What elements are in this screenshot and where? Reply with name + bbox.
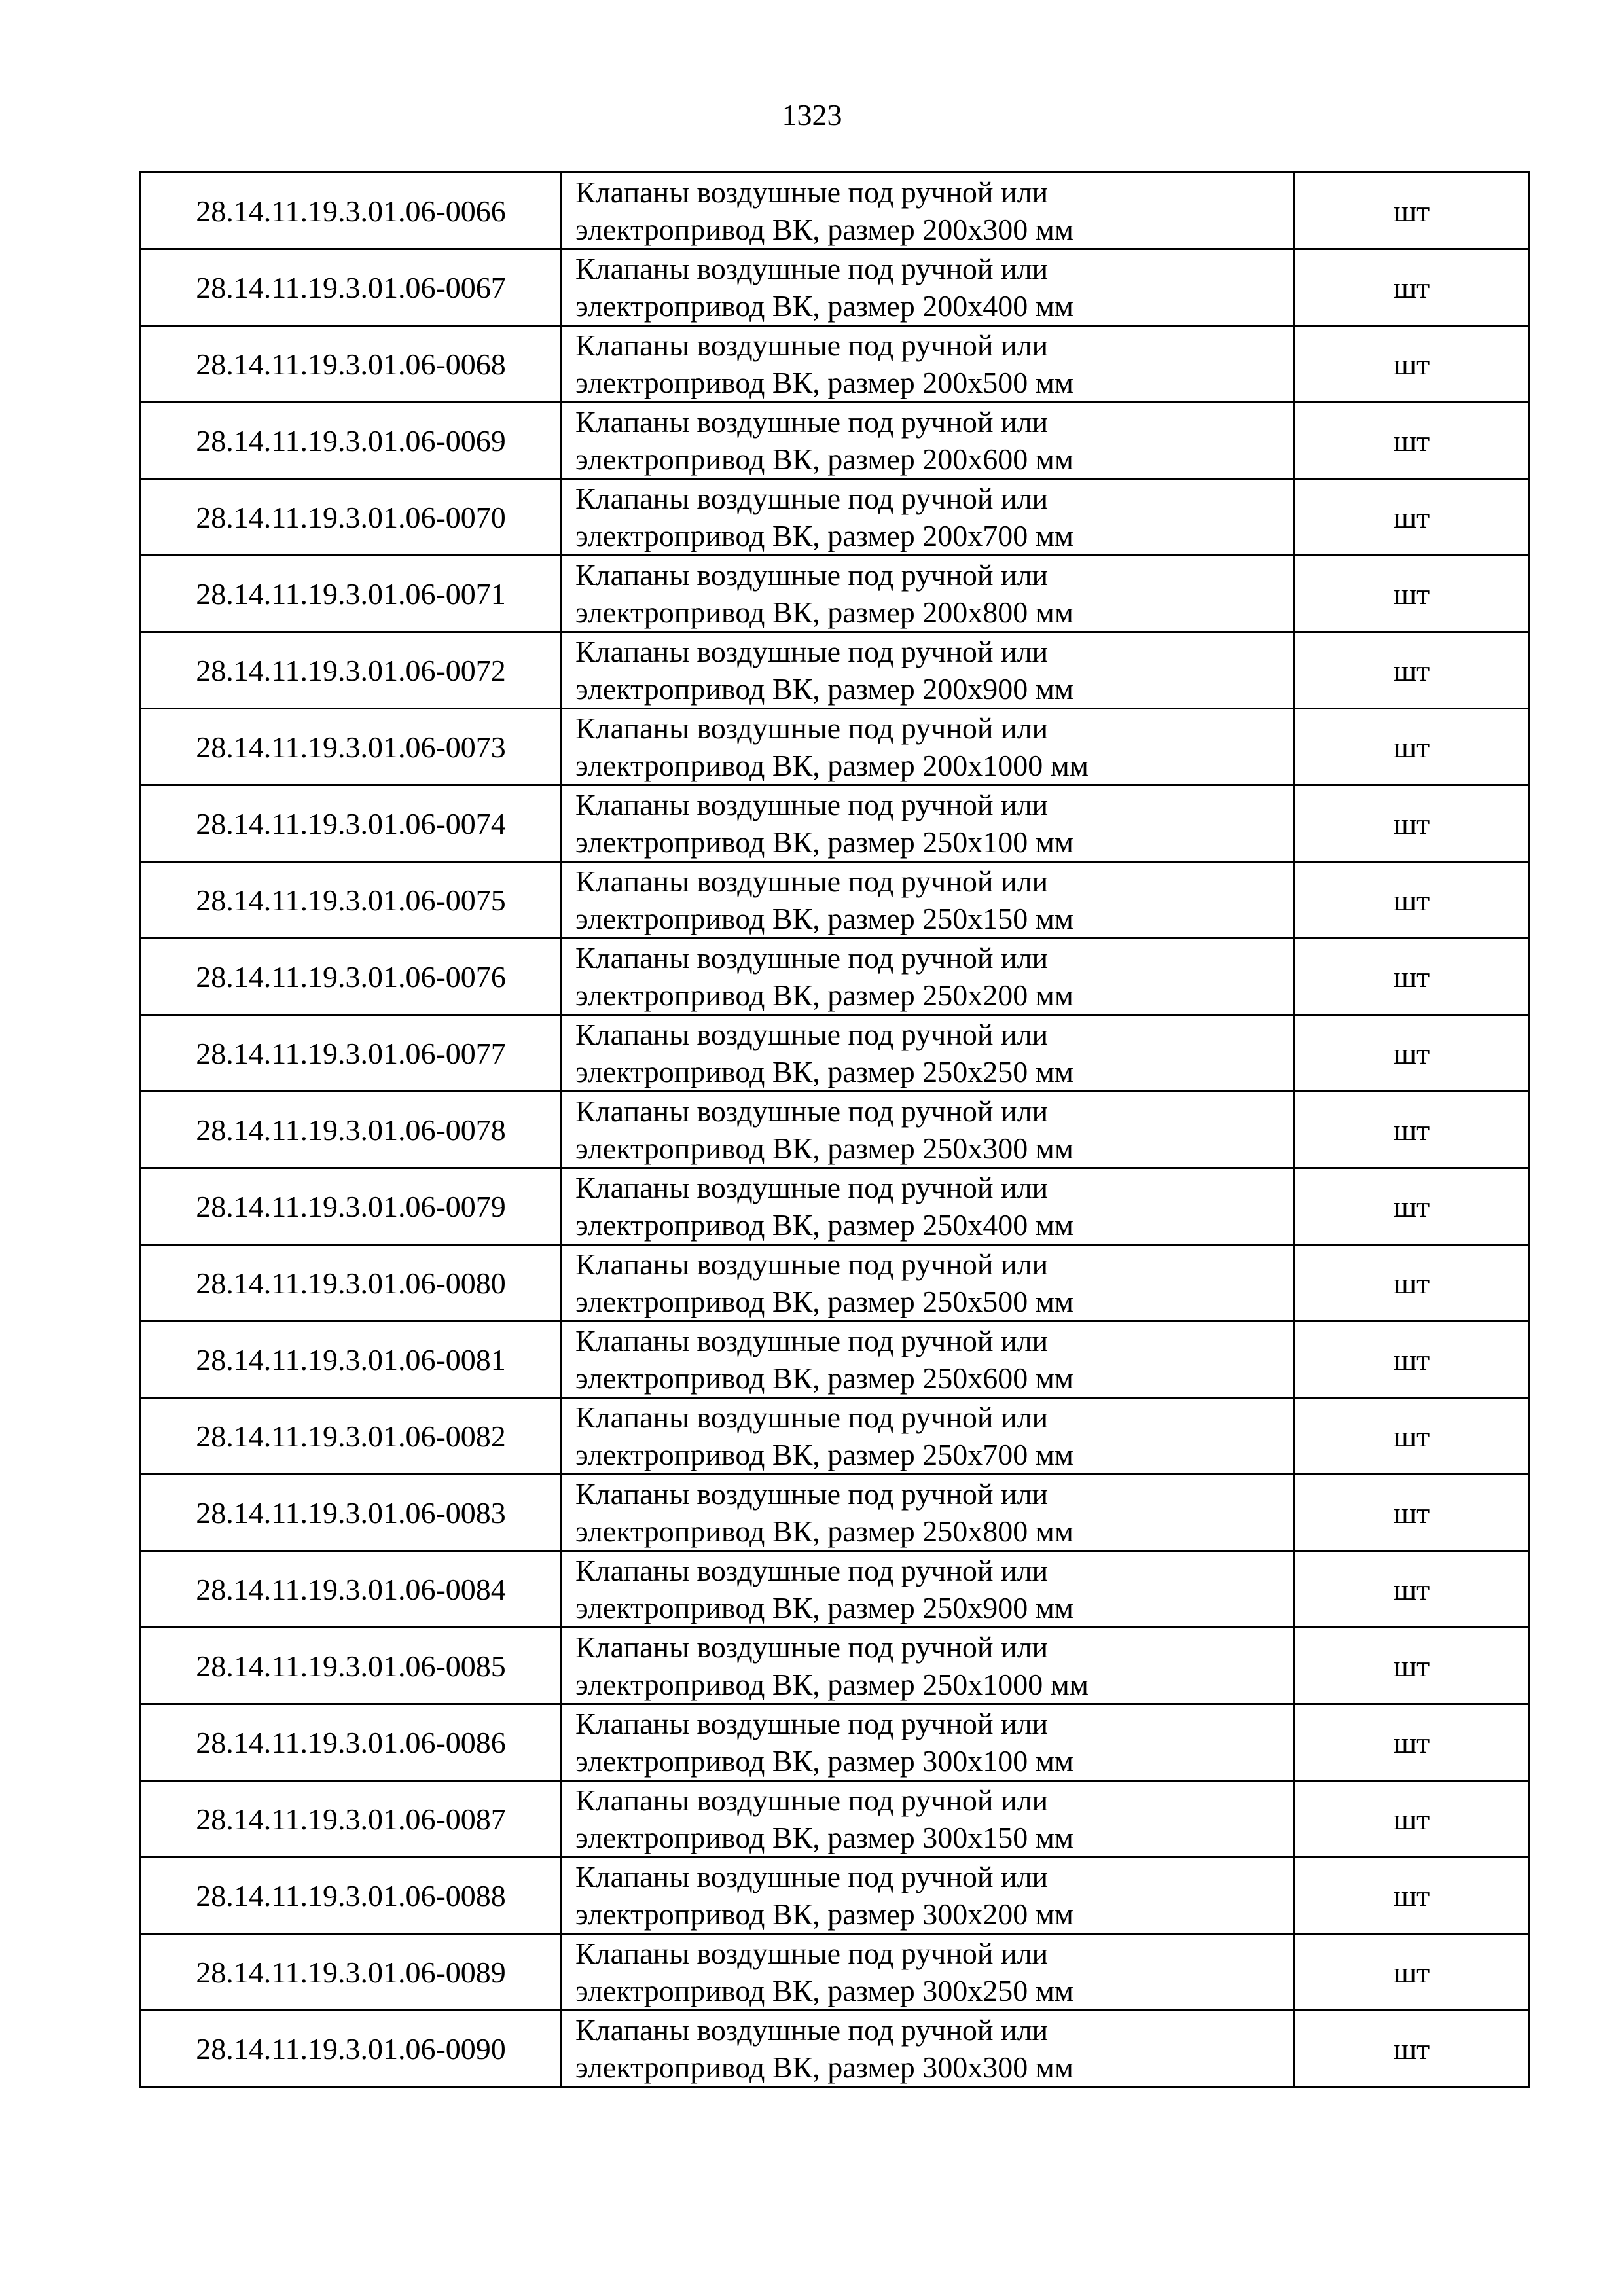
item-name-line-2: электропривод ВК, размер 200х300 мм [575, 213, 1074, 246]
item-name-line-2: электропривод ВК, размер 250х250 мм [575, 1055, 1074, 1088]
item-unit-cell: шт [1294, 862, 1530, 939]
table-row [141, 1398, 1530, 1475]
item-name-cell [562, 1398, 1294, 1475]
item-name-line-1: Клапаны воздушные под ручной или [575, 635, 1049, 668]
item-name-cell [562, 709, 1294, 785]
item-name-cell [562, 862, 1294, 939]
item-name-line-1: Клапаны воздушные под ручной или [575, 865, 1049, 898]
table-row [141, 1551, 1530, 1628]
item-code-cell: 28.14.11.19.3.01.06-0075 [141, 862, 562, 939]
item-name-line-1: Клапаны воздушные под ручной или [575, 1477, 1049, 1511]
item-unit-cell: шт [1294, 2011, 1530, 2087]
item-name-line-2: электропривод ВК, размер 300х100 мм [575, 1744, 1074, 1778]
item-name-cell [562, 556, 1294, 632]
table-row [141, 1934, 1530, 2011]
item-name-line-2: электропривод ВК, размер 250х400 мм [575, 1208, 1074, 1242]
table-row [141, 1321, 1530, 1398]
item-name-line-1: Клапаны воздушные под ручной или [575, 1247, 1049, 1281]
item-code-cell: 28.14.11.19.3.01.06-0072 [141, 632, 562, 709]
item-name-cell [562, 479, 1294, 556]
item-name-cell [562, 1092, 1294, 1168]
table-row [141, 1857, 1530, 1934]
table-row [141, 785, 1530, 862]
table-row [141, 709, 1530, 785]
item-name-cell [562, 1551, 1294, 1628]
item-name-line-2: электропривод ВК, размер 250х900 мм [575, 1591, 1074, 1624]
item-code-cell: 28.14.11.19.3.01.06-0067 [141, 249, 562, 326]
item-code-cell: 28.14.11.19.3.01.06-0071 [141, 556, 562, 632]
item-unit-cell: шт [1294, 173, 1530, 249]
item-code-cell: 28.14.11.19.3.01.06-0084 [141, 1551, 562, 1628]
item-name-line-1: Клапаны воздушные под ручной или [575, 1707, 1049, 1740]
item-unit-cell: шт [1294, 1321, 1530, 1398]
item-name-line-1: Клапаны воздушные под ручной или [575, 175, 1049, 209]
item-name-line-1: Клапаны воздушные под ручной или [575, 1171, 1049, 1204]
item-unit-cell: шт [1294, 1628, 1530, 1704]
table-row [141, 632, 1530, 709]
table-row [141, 1015, 1530, 1092]
item-code-cell: 28.14.11.19.3.01.06-0083 [141, 1475, 562, 1551]
item-name-line-2: электропривод ВК, размер 200х1000 мм [575, 749, 1089, 782]
table-row [141, 479, 1530, 556]
item-name-line-1: Клапаны воздушные под ручной или [575, 1094, 1049, 1128]
item-name-cell [562, 632, 1294, 709]
table-row [141, 403, 1530, 479]
item-code-cell: 28.14.11.19.3.01.06-0069 [141, 403, 562, 479]
item-name-line-1: Клапаны воздушные под ручной или [575, 941, 1049, 975]
item-name-line-1: Клапаны воздушные под ручной или [575, 1554, 1049, 1587]
item-name-line-1: Клапаны воздушные под ручной или [575, 482, 1049, 515]
item-code-cell: 28.14.11.19.3.01.06-0070 [141, 479, 562, 556]
item-code-cell: 28.14.11.19.3.01.06-0089 [141, 1934, 562, 2011]
item-name-line-1: Клапаны воздушные под ручной или [575, 1401, 1049, 1434]
item-name-line-2: электропривод ВК, размер 250х1000 мм [575, 1668, 1089, 1701]
item-name-line-1: Клапаны воздушные под ручной или [575, 1324, 1049, 1357]
item-code-cell: 28.14.11.19.3.01.06-0081 [141, 1321, 562, 1398]
item-name-line-2: электропривод ВК, размер 250х300 мм [575, 1132, 1074, 1165]
table-row [141, 1475, 1530, 1551]
item-unit-cell: шт [1294, 326, 1530, 403]
item-name-line-1: Клапаны воздушные под ручной или [575, 1630, 1049, 1664]
item-code-cell: 28.14.11.19.3.01.06-0082 [141, 1398, 562, 1475]
item-unit-cell: шт [1294, 709, 1530, 785]
item-name-cell [562, 939, 1294, 1015]
item-unit-cell: шт [1294, 1245, 1530, 1321]
item-unit-cell: шт [1294, 479, 1530, 556]
item-name-line-2: электропривод ВК, размер 250х800 мм [575, 1515, 1074, 1548]
item-unit-cell: шт [1294, 1015, 1530, 1092]
item-name-cell [562, 1628, 1294, 1704]
item-name-line-2: электропривод ВК, размер 250х700 мм [575, 1438, 1074, 1471]
item-name-line-1: Клапаны воздушные под ручной или [575, 252, 1049, 285]
item-name-cell [562, 1934, 1294, 2011]
item-name-cell [562, 1321, 1294, 1398]
item-name-cell [562, 403, 1294, 479]
item-name-line-1: Клапаны воздушные под ручной или [575, 1784, 1049, 1817]
items-table-body [141, 173, 1530, 2087]
item-name-line-1: Клапаны воздушные под ручной или [575, 711, 1049, 745]
item-name-line-2: электропривод ВК, размер 300х300 мм [575, 2051, 1074, 2084]
item-name-line-2: электропривод ВК, размер 200х800 мм [575, 596, 1074, 629]
item-name-cell [562, 1015, 1294, 1092]
table-row [141, 326, 1530, 403]
item-unit-cell: шт [1294, 1092, 1530, 1168]
table-row [141, 173, 1530, 249]
table-row [141, 1781, 1530, 1857]
items-table [139, 171, 1530, 2088]
item-unit-cell: шт [1294, 1704, 1530, 1781]
table-row [141, 939, 1530, 1015]
item-name-cell [562, 326, 1294, 403]
item-name-line-2: электропривод ВК, размер 250х100 мм [575, 825, 1074, 859]
item-code-cell: 28.14.11.19.3.01.06-0090 [141, 2011, 562, 2087]
item-code-cell: 28.14.11.19.3.01.06-0074 [141, 785, 562, 862]
item-code-cell: 28.14.11.19.3.01.06-0076 [141, 939, 562, 1015]
item-name-line-1: Клапаны воздушные под ручной или [575, 1860, 1049, 1893]
item-unit-cell: шт [1294, 1398, 1530, 1475]
item-unit-cell: шт [1294, 1168, 1530, 1245]
item-name-cell [562, 173, 1294, 249]
table-row [141, 1704, 1530, 1781]
item-name-line-2: электропривод ВК, размер 300х200 мм [575, 1897, 1074, 1931]
item-unit-cell: шт [1294, 632, 1530, 709]
item-name-cell [562, 1168, 1294, 1245]
item-name-cell [562, 2011, 1294, 2087]
table-row [141, 249, 1530, 326]
item-name-cell [562, 1704, 1294, 1781]
item-code-cell: 28.14.11.19.3.01.06-0087 [141, 1781, 562, 1857]
item-code-cell: 28.14.11.19.3.01.06-0088 [141, 1857, 562, 1934]
item-name-line-2: электропривод ВК, размер 200х900 мм [575, 672, 1074, 706]
item-code-cell: 28.14.11.19.3.01.06-0066 [141, 173, 562, 249]
item-name-line-2: электропривод ВК, размер 250х500 мм [575, 1285, 1074, 1318]
item-name-cell [562, 249, 1294, 326]
item-name-cell [562, 1475, 1294, 1551]
table-row [141, 1092, 1530, 1168]
item-name-line-1: Клапаны воздушные под ручной или [575, 329, 1049, 362]
item-name-line-2: электропривод ВК, размер 250х200 мм [575, 978, 1074, 1012]
table-row [141, 2011, 1530, 2087]
item-name-line-1: Клапаны воздушные под ручной или [575, 2013, 1049, 2047]
item-name-line-2: электропривод ВК, размер 200х400 мм [575, 289, 1074, 323]
item-name-cell [562, 1781, 1294, 1857]
item-name-line-2: электропривод ВК, размер 300х250 мм [575, 1974, 1074, 2007]
item-name-line-2: электропривод ВК, размер 300х150 мм [575, 1821, 1074, 1854]
item-name-line-1: Клапаны воздушные под ручной или [575, 788, 1049, 821]
item-unit-cell: шт [1294, 939, 1530, 1015]
item-name-line-2: электропривод ВК, размер 200х700 мм [575, 519, 1074, 552]
item-code-cell: 28.14.11.19.3.01.06-0085 [141, 1628, 562, 1704]
item-code-cell: 28.14.11.19.3.01.06-0073 [141, 709, 562, 785]
item-code-cell: 28.14.11.19.3.01.06-0077 [141, 1015, 562, 1092]
item-name-cell [562, 785, 1294, 862]
item-code-cell: 28.14.11.19.3.01.06-0078 [141, 1092, 562, 1168]
table-row [141, 862, 1530, 939]
item-unit-cell: шт [1294, 1857, 1530, 1934]
item-name-line-1: Клапаны воздушные под ручной или [575, 405, 1049, 439]
item-name-line-2: электропривод ВК, размер 250х600 мм [575, 1361, 1074, 1395]
item-name-line-2: электропривод ВК, размер 200х600 мм [575, 442, 1074, 476]
item-unit-cell: шт [1294, 1551, 1530, 1628]
item-code-cell: 28.14.11.19.3.01.06-0080 [141, 1245, 562, 1321]
item-name-cell [562, 1245, 1294, 1321]
item-unit-cell: шт [1294, 1781, 1530, 1857]
table-row [141, 556, 1530, 632]
item-name-line-2: электропривод ВК, размер 200х500 мм [575, 366, 1074, 399]
item-code-cell: 28.14.11.19.3.01.06-0068 [141, 326, 562, 403]
item-code-cell: 28.14.11.19.3.01.06-0079 [141, 1168, 562, 1245]
item-unit-cell: шт [1294, 556, 1530, 632]
item-name-line-1: Клапаны воздушные под ручной или [575, 1018, 1049, 1051]
item-name-line-1: Клапаны воздушные под ручной или [575, 558, 1049, 592]
table-row [141, 1245, 1530, 1321]
item-unit-cell: шт [1294, 785, 1530, 862]
item-unit-cell: шт [1294, 249, 1530, 326]
item-name-line-2: электропривод ВК, размер 250х150 мм [575, 902, 1074, 935]
item-unit-cell: шт [1294, 403, 1530, 479]
item-unit-cell: шт [1294, 1475, 1530, 1551]
item-name-cell [562, 1857, 1294, 1934]
item-name-line-1: Клапаны воздушные под ручной или [575, 1937, 1049, 1970]
item-code-cell: 28.14.11.19.3.01.06-0086 [141, 1704, 562, 1781]
table-row [141, 1168, 1530, 1245]
page-number: 1323 [782, 98, 842, 132]
table-row [141, 1628, 1530, 1704]
item-unit-cell: шт [1294, 1934, 1530, 2011]
